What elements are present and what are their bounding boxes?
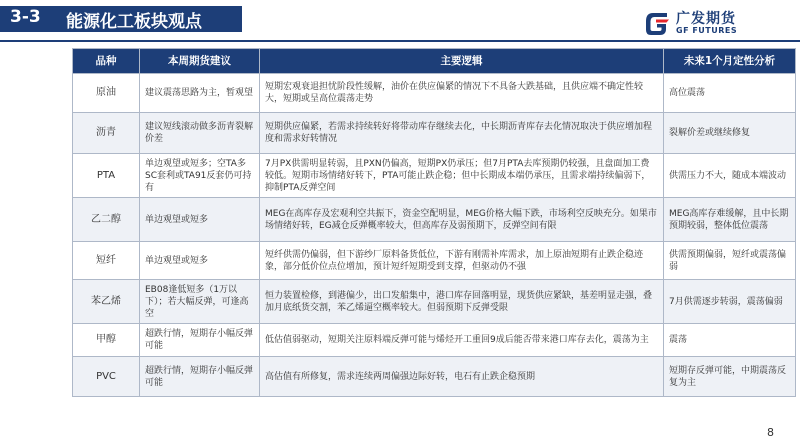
logo-en-text: GF FUTURES xyxy=(676,26,738,35)
table-row xyxy=(73,198,796,242)
outlook-cell: 震荡 xyxy=(664,324,796,357)
logic-cell: MEG在高库存及宏观利空共振下，资金空配明显，MEG价格大幅下跌，市场利空反映充分。如果市场情绪好转，EG减仓反弹概率较大，但高库存及弱预期下，反弹空间有限 xyxy=(260,198,664,242)
column-header-logic: 主要逻辑 xyxy=(260,49,664,74)
advice-cell: 建议震荡思路为主，暂观望 xyxy=(140,74,260,113)
logic-cell: 短期宏观衰退担忧阶段性缓解，油价在供应偏紧的情况下不具备大跌基础，且供应端不确定性较大，短期或呈高位震荡走势 xyxy=(260,74,664,113)
table-row xyxy=(73,113,796,154)
title-block xyxy=(0,6,242,32)
product-cell: 沥青 xyxy=(73,113,140,154)
table-row xyxy=(73,280,796,324)
table-row xyxy=(73,242,796,280)
advice-cell: 超跌行情，短期存小幅反弹可能 xyxy=(140,357,260,397)
logic-cell: 短期供应偏紧，若需求持续转好将带动库存继续去化，中长期沥青库存去化情况取决于供应增加程度和需求好转情况 xyxy=(260,113,664,154)
outlook-cell: 7月供需逐步转弱，震荡偏弱 xyxy=(664,280,796,324)
outlook-cell: 高位震荡 xyxy=(664,74,796,113)
advice-cell: EB08逢低短多（1万以下）；若大幅反弹，可逢高空 xyxy=(140,280,260,324)
column-header-advice: 本周期货建议 xyxy=(140,49,260,74)
table-row xyxy=(73,74,796,113)
header-divider xyxy=(0,40,800,42)
page-title: 能源化工板块观点 xyxy=(66,12,202,32)
logic-cell: 低估值弱驱动，短期关注原料端反弹可能与烯烃开工重回9成后能否带来港口库存去化，震荡为主 xyxy=(260,324,664,357)
advice-cell: 单边观望或短多 xyxy=(140,242,260,280)
product-cell: 乙二醇 xyxy=(73,198,140,242)
company-logo xyxy=(642,8,762,38)
outlook-cell: 裂解价差或继续修复 xyxy=(664,113,796,154)
views-table xyxy=(72,48,796,397)
advice-cell: 建议短线滚动做多沥青裂解价差 xyxy=(140,113,260,154)
advice-cell: 超跌行情，短期存小幅反弹可能 xyxy=(140,324,260,357)
section-number: 3-3 xyxy=(10,7,41,27)
table-row xyxy=(73,324,796,357)
outlook-cell: MEG高库存难缓解，且中长期预期较弱，整体低位震荡 xyxy=(664,198,796,242)
column-header-product: 品种 xyxy=(73,49,140,74)
gf-logo-icon xyxy=(642,8,672,38)
logo-cn-text: 广发期货 xyxy=(676,11,736,27)
logic-cell: 短纤供需仍偏弱，但下游纱厂原料备货低位，下游有刚需补库需求，加上原油短期有止跌企稳迹象，部分低价位点位增加，预计短纤短期受到支撑，但驱动仍不强 xyxy=(260,242,664,280)
product-cell: 苯乙烯 xyxy=(73,280,140,324)
header-bar xyxy=(0,0,800,40)
column-header-outlook: 未来1个月定性分析 xyxy=(664,49,796,74)
outlook-cell: 供需预期偏弱，短纤或震荡偏弱 xyxy=(664,242,796,280)
product-cell: PTA xyxy=(73,154,140,198)
product-cell: 原油 xyxy=(73,74,140,113)
logic-cell: 恒力装置检修，到港偏少，出口发船集中，港口库存回落明显，现货供应紧缺，基差明显走强，叠加月底纸货交割，苯乙烯逼空概率较大。但弱预期下反弹受限 xyxy=(260,280,664,324)
advice-cell: 单边观望或短多 xyxy=(140,198,260,242)
page-number: 8 xyxy=(767,426,774,439)
logic-cell: 7月PX供需明显转弱，且PXN仍偏高，短期PX仍承压；但7月PTA去库预期仍较强，且盘面加工费较低。短期市场情绪好转下，PTA可能止跌企稳；但中长期成本端仍承压，且需求端持续偏弱下，抑制PTA反弹空间 xyxy=(260,154,664,198)
product-cell: 短纤 xyxy=(73,242,140,280)
table-header-row xyxy=(73,49,796,74)
advice-cell: 单边观望或短多；空TA多SC套利或TA91反套仍可持有 xyxy=(140,154,260,198)
outlook-cell: 供需压力不大，随成本端波动 xyxy=(664,154,796,198)
logic-cell: 高估值有所修复，需求连续两周偏强边际好转，电石有止跌企稳预期 xyxy=(260,357,664,397)
table-row xyxy=(73,357,796,397)
product-cell: PVC xyxy=(73,357,140,397)
table-row xyxy=(73,154,796,198)
outlook-cell: 短期存反弹可能，中期震荡反复为主 xyxy=(664,357,796,397)
product-cell: 甲醇 xyxy=(73,324,140,357)
